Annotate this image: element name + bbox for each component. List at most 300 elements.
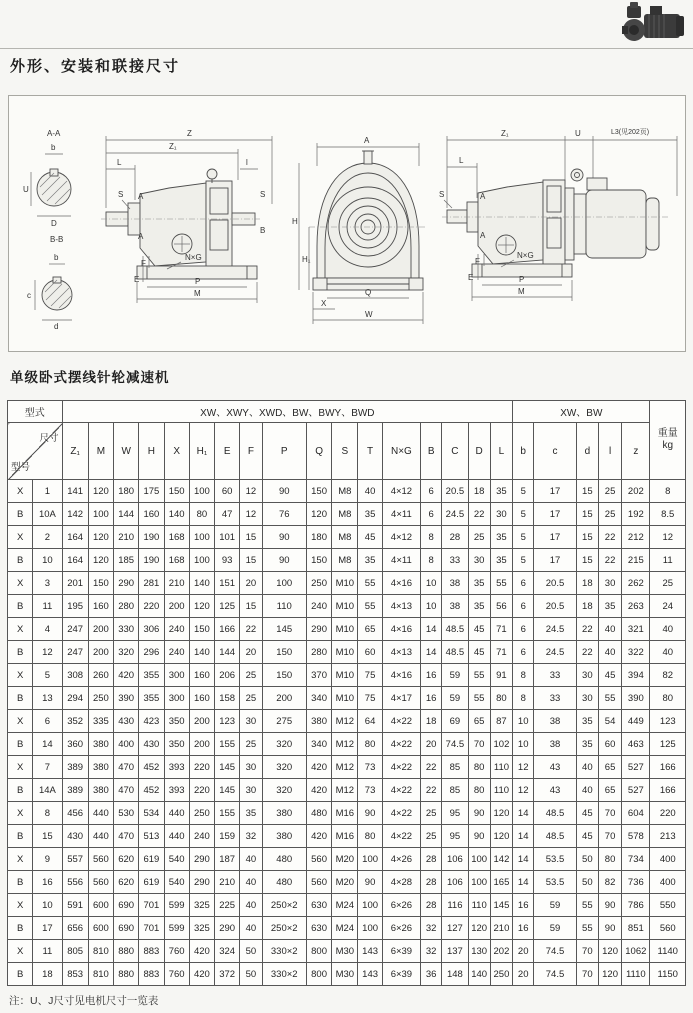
value-cell: 449 [622,710,650,733]
value-cell: 20 [421,733,442,756]
value-cell: 137 [442,940,468,963]
value-cell: 190 [139,549,164,572]
value-cell: 212 [622,526,650,549]
value-cell: 73 [358,756,382,779]
value-cell: 25 [598,480,621,503]
front-x-label: X [321,299,327,308]
value-cell: M10 [332,618,358,641]
value-cell: 630 [306,894,331,917]
value-cell: 4×12 [382,526,420,549]
value-cell: 430 [114,710,139,733]
series-cell: B [8,825,33,848]
value-cell: 5 [513,480,534,503]
value-cell: 160 [189,687,214,710]
weight-unit: kg [662,440,674,451]
value-cell: 352 [62,710,88,733]
motor-u-label: U [575,129,581,138]
table-row [8,549,686,572]
value-cell: 440 [164,802,189,825]
value-cell: 4×22 [382,710,420,733]
table-row [8,572,686,595]
value-cell: M8 [332,503,358,526]
value-cell: 64 [358,710,382,733]
value-cell: 18 [576,572,598,595]
value-cell: 59 [442,664,468,687]
value-cell: 106 [442,871,468,894]
value-cell: 201 [62,572,88,595]
value-cell: 127 [442,917,468,940]
value-cell: 30 [576,687,598,710]
value-cell: 158 [215,687,240,710]
table-row [8,963,686,986]
value-cell: 12 [513,779,534,802]
model-cell: 14A [33,779,62,802]
value-cell: 11 [650,549,686,572]
value-cell: 325 [189,894,214,917]
value-cell: 15 [576,503,598,526]
value-cell: 33 [534,664,576,687]
value-cell: 35 [358,503,382,526]
value-cell: 440 [164,825,189,848]
value-cell: 591 [62,894,88,917]
value-cell: 20.5 [442,480,468,503]
value-cell: 325 [189,917,214,940]
table-row [8,756,686,779]
value-cell: 150 [306,549,331,572]
value-cell: 440 [88,825,113,848]
model-cell: 17 [33,917,62,940]
motor-nxg-label: N×G [517,251,534,260]
value-cell: 25 [421,825,442,848]
model-cell: 15 [33,825,62,848]
value-cell: 187 [215,848,240,871]
table-row [8,687,686,710]
column-header: Z₁ [62,423,88,480]
table-row [8,618,686,641]
motor-s-label: S [439,190,445,199]
value-cell: 54 [598,710,621,733]
value-cell: 30 [490,503,512,526]
column-header: c [534,423,576,480]
value-cell: 540 [164,848,189,871]
value-cell: 155 [215,802,240,825]
column-header: D [468,423,490,480]
value-cell: M30 [332,963,358,986]
value-cell: 560 [88,871,113,894]
value-cell: 100 [468,871,490,894]
value-cell: 101 [215,526,240,549]
value-cell: 262 [622,572,650,595]
front-a-label: A [364,136,370,145]
column-header: l [598,423,621,480]
value-cell: 18 [421,710,442,733]
value-cell: 1110 [622,963,650,986]
value-cell: 155 [215,733,240,756]
value-cell: 220 [189,756,214,779]
model-cell: 18 [33,963,62,986]
value-cell: M12 [332,733,358,756]
value-cell: 38 [534,710,576,733]
value-cell: 116 [442,894,468,917]
value-cell: 28 [421,871,442,894]
value-cell: 560 [88,848,113,871]
value-cell: 240 [306,595,331,618]
table-row [8,503,686,526]
value-cell: 200 [88,618,113,641]
value-cell: 320 [262,779,306,802]
value-cell: 110 [262,595,306,618]
value-cell: 202 [490,940,512,963]
value-cell: 24.5 [442,503,468,526]
value-cell: 65 [358,618,382,641]
value-cell: 56 [490,595,512,618]
value-cell: 5 [513,503,534,526]
value-cell: 90 [358,871,382,894]
value-cell: 53.5 [534,848,576,871]
value-cell: 324 [215,940,240,963]
value-cell: 4×16 [382,664,420,687]
value-cell: 330×2 [262,940,306,963]
value-cell: 30 [468,549,490,572]
value-cell: 17 [534,526,576,549]
value-cell: 6×39 [382,963,420,986]
value-cell: 150 [189,618,214,641]
value-cell: 22 [598,549,621,572]
value-cell: 30 [576,664,598,687]
value-cell: 851 [622,917,650,940]
value-cell: 15 [576,526,598,549]
value-cell: M30 [332,940,358,963]
value-cell: 690 [114,894,139,917]
value-cell: 40 [240,871,262,894]
value-cell: 200 [189,733,214,756]
motor-l3-label: L3(见202页) [611,129,650,136]
value-cell: 110 [490,779,512,802]
side-s-left-label: S [118,190,124,199]
value-cell: 4×22 [382,756,420,779]
value-cell: M10 [332,572,358,595]
value-cell: 200 [164,595,189,618]
value-cell: 35 [358,549,382,572]
value-cell: 8 [421,526,442,549]
value-cell: 322 [622,641,650,664]
model-cell: 10 [33,894,62,917]
value-cell: 206 [215,664,240,687]
value-cell: 853 [62,963,88,986]
value-cell: 74.5 [534,940,576,963]
value-cell: 144 [215,641,240,664]
value-cell: 22 [421,779,442,802]
value-cell: 22 [421,756,442,779]
table-row [8,894,686,917]
column-header: W [114,423,139,480]
value-cell: 880 [114,940,139,963]
value-cell: 4×22 [382,779,420,802]
value-cell: 35 [490,480,512,503]
value-cell: 175 [139,480,164,503]
value-cell: 380 [88,733,113,756]
value-cell: 82 [650,664,686,687]
value-cell: 480 [262,871,306,894]
value-cell: 380 [88,756,113,779]
value-cell: 55 [576,917,598,940]
value-cell: 400 [650,871,686,894]
group-header-row [8,401,686,423]
series-cell: X [8,526,33,549]
value-cell: 35 [576,733,598,756]
value-cell: 55 [468,664,490,687]
value-cell: 33 [442,549,468,572]
value-cell: 74.5 [442,733,468,756]
value-cell: 40 [576,756,598,779]
value-cell: 90 [598,894,621,917]
series-cell: B [8,733,33,756]
model-cell: 9 [33,848,62,871]
value-cell: 45 [576,825,598,848]
value-cell: 6 [513,618,534,641]
series-cell: X [8,710,33,733]
value-cell: 463 [622,733,650,756]
value-cell: 1062 [622,940,650,963]
value-cell: 202 [622,480,650,503]
series-cell: X [8,940,33,963]
type-header: 型式 [8,401,63,423]
value-cell: 24.5 [534,618,576,641]
front-h1-label: H₁ [302,255,311,264]
value-cell: 22 [240,618,262,641]
value-cell: 60 [358,641,382,664]
value-cell: 355 [139,664,164,687]
value-cell: 393 [164,779,189,802]
value-cell: 80 [358,825,382,848]
value-cell: 452 [139,779,164,802]
value-cell: 5 [513,549,534,572]
table-row [8,825,686,848]
model-cell: 2 [33,526,62,549]
value-cell: 4×13 [382,595,420,618]
value-cell: 240 [189,825,214,848]
value-cell: 883 [139,940,164,963]
value-cell: 168 [164,549,189,572]
value-cell: 240 [164,618,189,641]
value-cell: 28 [442,526,468,549]
value-cell: 55 [490,572,512,595]
value-cell: 144 [114,503,139,526]
value-cell: 213 [650,825,686,848]
value-cell: 1150 [650,963,686,986]
series-cell: B [8,549,33,572]
value-cell: 883 [139,963,164,986]
value-cell: 38 [442,572,468,595]
value-cell: 150 [262,664,306,687]
value-cell: 440 [88,802,113,825]
model-cell: 3 [33,572,62,595]
value-cell: 150 [262,641,306,664]
value-cell: 480 [262,848,306,871]
value-cell: 380 [262,802,306,825]
value-cell: M20 [332,848,358,871]
value-cell: 100 [262,572,306,595]
value-cell: 24 [650,595,686,618]
front-h-label: H [292,217,298,226]
value-cell: 420 [189,963,214,986]
value-cell: 141 [62,480,88,503]
value-cell: 210 [215,871,240,894]
value-cell: 17 [534,480,576,503]
value-cell: 12 [650,526,686,549]
value-cell: 20 [240,572,262,595]
value-cell: 59 [534,917,576,940]
value-cell: 48.5 [534,825,576,848]
value-cell: 30 [240,779,262,802]
value-cell: 80 [189,503,214,526]
value-cell: 10 [513,733,534,756]
value-cell: 65 [598,779,621,802]
value-cell: M8 [332,526,358,549]
value-cell: 423 [139,710,164,733]
value-cell: 240 [164,641,189,664]
value-cell: 350 [164,710,189,733]
value-cell: 45 [576,802,598,825]
motor-e-label: E [468,273,474,282]
value-cell: 50 [240,940,262,963]
column-header-row [8,423,686,480]
column-header: Q [306,423,331,480]
value-cell: 599 [164,917,189,940]
column-header: B [421,423,442,480]
value-cell: 420 [306,779,331,802]
model-cell: 11 [33,940,62,963]
motor-m-label: M [518,287,525,296]
value-cell: 168 [164,526,189,549]
value-cell: 810 [88,963,113,986]
value-cell: 100 [189,480,214,503]
column-header: C [442,423,468,480]
section-aa-label: A-A [47,129,61,138]
column-header: b [513,423,534,480]
value-cell: M24 [332,917,358,940]
column-header: E [215,423,240,480]
table-row [8,940,686,963]
model-cell: 7 [33,756,62,779]
footnote: 注：U、J尺寸见电机尺寸一览表 [9,995,159,1007]
value-cell: 102 [490,733,512,756]
table-row [8,664,686,687]
value-cell: 4×11 [382,549,420,572]
value-cell: 220 [139,595,164,618]
value-cell: 4×28 [382,871,420,894]
value-cell: 140 [164,503,189,526]
value-cell: 380 [306,710,331,733]
value-cell: 30 [240,710,262,733]
value-cell: 250 [490,963,512,986]
value-cell: 70 [576,963,598,986]
value-cell: 400 [650,848,686,871]
value-cell: 734 [622,848,650,871]
value-cell: 389 [62,779,88,802]
value-cell: 125 [650,733,686,756]
value-cell: 656 [62,917,88,940]
value-cell: 308 [62,664,88,687]
value-cell: 48.5 [442,618,468,641]
value-cell: 263 [622,595,650,618]
value-cell: 90 [262,526,306,549]
value-cell: 420 [306,756,331,779]
value-cell: 210 [114,526,139,549]
value-cell: 340 [306,687,331,710]
value-cell: 40 [598,618,621,641]
value-cell: 15 [240,595,262,618]
series-cell: B [8,963,33,986]
value-cell: 70 [598,825,621,848]
value-cell: 159 [215,825,240,848]
series-cell: X [8,894,33,917]
value-cell: 300 [164,687,189,710]
value-cell: 145 [215,756,240,779]
value-cell: 45 [598,664,621,687]
value-cell: 630 [306,917,331,940]
corner-dimension-label: 尺寸 [39,433,59,444]
value-cell: M12 [332,710,358,733]
value-cell: 452 [139,756,164,779]
value-cell: 6 [421,503,442,526]
value-cell: 90 [262,549,306,572]
value-cell: 91 [490,664,512,687]
value-cell: 80 [468,756,490,779]
value-cell: 6×26 [382,917,420,940]
value-cell: 32 [421,940,442,963]
value-cell: 160 [139,503,164,526]
value-cell: 736 [622,871,650,894]
value-cell: M16 [332,825,358,848]
series-cell: B [8,687,33,710]
value-cell: 400 [114,733,139,756]
value-cell: 75 [358,687,382,710]
value-cell: 200 [88,641,113,664]
value-cell: 50 [240,963,262,986]
table-row [8,641,686,664]
value-cell: 4×22 [382,802,420,825]
value-cell: 164 [62,549,88,572]
value-cell: 90 [468,802,490,825]
value-cell: 53.5 [534,871,576,894]
value-cell: 123 [215,710,240,733]
series-cell: B [8,871,33,894]
value-cell: 25 [598,503,621,526]
value-cell: 12 [240,503,262,526]
value-cell: 35 [598,595,621,618]
value-cell: 20 [513,940,534,963]
value-cell: 14 [513,802,534,825]
value-cell: 394 [622,664,650,687]
value-cell: 16 [421,687,442,710]
value-cell: 100 [358,894,382,917]
value-cell: 35 [490,526,512,549]
value-cell: 14 [513,871,534,894]
value-cell: 166 [215,618,240,641]
table-row [8,710,686,733]
dim-d-cap-label: D [51,219,57,228]
series-cell: X [8,664,33,687]
value-cell: 880 [114,963,139,986]
value-cell: 557 [62,848,88,871]
series-cell: X [8,618,33,641]
value-cell: 24.5 [534,641,576,664]
value-cell: 8.5 [650,503,686,526]
value-cell: 14 [421,641,442,664]
value-cell: 420 [189,940,214,963]
side-s-right-label: S [260,190,266,199]
